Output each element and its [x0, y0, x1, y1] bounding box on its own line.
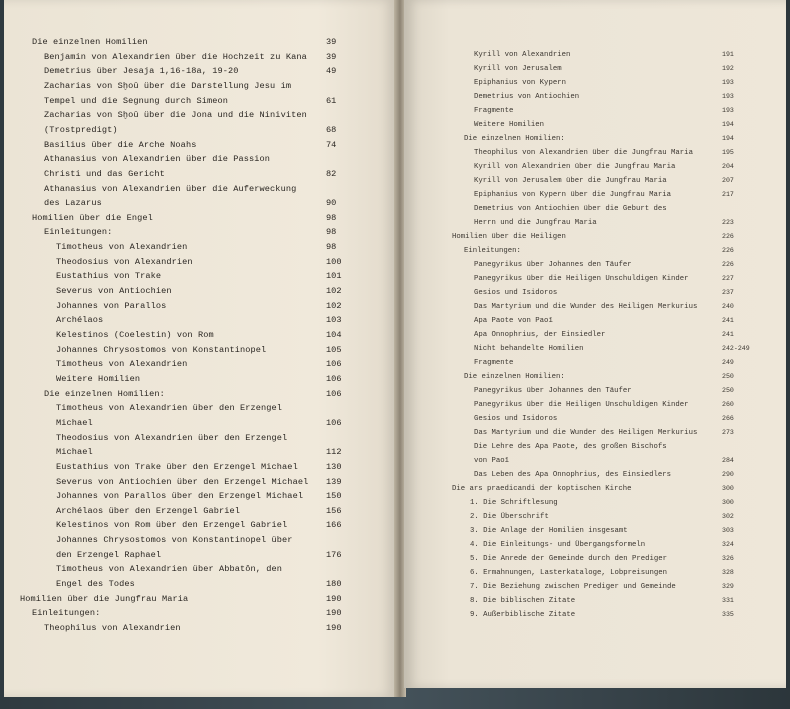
toc-entry-title: des Lazarus	[44, 198, 102, 209]
toc-entry-title: Demetrius von Antiochien	[474, 93, 580, 101]
toc-entry-title: Michael	[56, 417, 93, 428]
toc-entry-title: Michael	[56, 447, 93, 458]
toc-entry-title: Eustathius von Trake über den Erzengel Michael	[56, 461, 298, 472]
toc-entry-title: Christi und das Gericht	[44, 168, 165, 179]
toc-entry-title: Einleitungen:	[32, 608, 101, 619]
toc-entry-title: Fragmente	[474, 359, 514, 367]
toc-entry-title: Eustathius von Trake	[56, 271, 162, 282]
toc-entry-title: (Trostpredigt)	[44, 124, 118, 135]
toc-page-number: 193	[722, 79, 734, 86]
toc-entry-title: Weitere Homilien	[56, 373, 141, 384]
toc-entry-title: Athanasius von Alexandrien über die Passion	[44, 154, 271, 165]
toc-page-number: 300	[722, 485, 734, 492]
toc-entry-title: Das Martyrium und die Wunder des Heiligen Merkurius	[474, 429, 698, 437]
left-page	[4, 0, 396, 697]
toc-page-number: 98	[326, 227, 337, 238]
toc-page-number: 104	[326, 330, 342, 340]
toc-entry-title: Das Leben des Apa Onnophrius, des Einsiedlers	[474, 471, 672, 479]
toc-page-number: 237	[722, 289, 734, 296]
toc-entry-title: Einleitungen:	[464, 247, 521, 255]
toc-page-number: 82	[326, 168, 337, 179]
toc-entry-title: 1. Die Schriftlesung	[470, 499, 558, 507]
toc-entry-title: Weitere Homilien	[474, 121, 545, 129]
toc-page-number: 329	[722, 583, 734, 590]
toc-page-number: 106	[326, 388, 342, 399]
toc-page-number: 194	[722, 135, 734, 142]
toc-entry-title: Kyrill von Jerusalem	[474, 65, 562, 73]
toc-entry-title: Apa Paote von Paoī	[474, 317, 553, 325]
toc-entry-title: Panegyrikus über Johannes den Täufer	[474, 261, 632, 269]
toc-entry-title: Das Martyrium und die Wunder des Heiligen Merkurius	[474, 303, 698, 311]
toc-entry-title: Theodosius von Alexandrien über den Erzengel	[56, 432, 288, 443]
toc-page-number: 68	[326, 124, 337, 135]
toc-entry-title: Kyrill von Alexandrien über die Jungfrau Maria	[474, 163, 676, 171]
toc-entry-title: 6. Ermahnungen, Lasterkataloge, Lobpreisungen	[470, 569, 668, 577]
toc-entry-title: Kyrill von Alexandrien	[474, 51, 571, 59]
toc-page-number: 190	[326, 608, 342, 619]
toc-entry-title: Homilien über die Heiligen	[452, 233, 566, 241]
toc-page-number: 249	[722, 359, 734, 366]
toc-page-number: 326	[722, 555, 734, 562]
toc-page-number: 39	[326, 51, 337, 62]
toc-page-number: 193	[722, 107, 734, 114]
toc-page-number: 302	[722, 513, 734, 520]
toc-entry-title: Severus von Antiochien über den Erzengel Michael	[56, 476, 309, 487]
toc-page-number: 98	[326, 242, 337, 253]
toc-page-number: 226	[722, 261, 734, 268]
toc-page-number: 328	[722, 569, 734, 576]
toc-entry-title: Die einzelnen Homilien:	[464, 373, 565, 381]
toc-entry-title: Kelestinos von Rom über den Erzengel Gabriel	[56, 520, 288, 531]
toc-page-number: 166	[326, 520, 342, 531]
right-page	[404, 0, 786, 688]
toc-page-number: 204	[722, 163, 734, 170]
toc-entry-title: Panegyrikus über die Heiligen Unschuldigen Kinder	[474, 275, 689, 283]
toc-entry-title: Athanasius von Alexandrien über die Auferweckung	[44, 183, 297, 194]
toc-page-number: 192	[722, 65, 734, 72]
toc-entry-title: Die einzelnen Homilien:	[464, 135, 565, 143]
toc-page-number: 226	[722, 247, 734, 254]
toc-entry-title: Gesios und Isidoros	[474, 415, 558, 423]
toc-entry-title: Homilien über die Engel	[32, 212, 153, 223]
toc-page-number: 217	[722, 191, 734, 198]
toc-page-number: 195	[722, 149, 734, 156]
toc-entry-title: Timotheus von Alexandrien	[56, 242, 188, 253]
toc-entry-title: Demetrius von Antiochien über die Geburt des	[474, 205, 667, 213]
toc-entry-title: Die Lehre des Apa Paote, des großen Bischofs	[474, 443, 667, 451]
toc-entry-title: 8. Die biblischen Zitate	[470, 597, 576, 605]
toc-entry-title: Nicht behandelte Homilien	[474, 345, 584, 353]
toc-page-number: 241	[722, 317, 734, 324]
toc-entry-title: Fragmente	[474, 107, 514, 115]
toc-page-number: 103	[326, 315, 342, 326]
toc-page-number: 156	[326, 505, 342, 516]
toc-entry-title: Theophilus von Alexandrien über die Jungfrau Maria	[474, 149, 693, 157]
toc-entry-title: 3. Die Anlage der Homilien insgesamt	[470, 527, 628, 535]
toc-page-number: 250	[722, 373, 734, 380]
toc-page-number: 284	[722, 457, 734, 464]
toc-entry-title: Die ars praedicandi der koptischen Kirche	[452, 485, 632, 493]
toc-entry-title: Basilius über die Arche Noahs	[44, 139, 197, 150]
toc-page-number: 98	[326, 212, 337, 223]
toc-page-number: 139	[326, 476, 342, 487]
toc-entry-title: Die einzelnen Homilien	[32, 37, 148, 47]
toc-page-number: 194	[722, 121, 734, 128]
toc-entry-title: 7. Die Beziehung zwischen Prediger und Gemeinde	[470, 583, 676, 591]
toc-page-number: 102	[326, 286, 342, 297]
toc-entry-title: Johannes Chrysostomos von Konstantinopel über	[56, 535, 293, 546]
toc-page-number: 61	[326, 95, 337, 106]
toc-page-number: 130	[326, 461, 342, 472]
toc-entry-title: Einleitungen:	[44, 227, 113, 238]
toc-entry-title: 9. Außerbiblische Zitate	[470, 611, 576, 619]
toc-page-number: 112	[326, 447, 342, 458]
toc-page-number: 150	[326, 491, 342, 502]
toc-page-number: 176	[326, 549, 342, 560]
toc-entry-title: Severus von Antiochien	[56, 286, 172, 297]
toc-page-number: 106	[326, 359, 342, 370]
toc-page-number: 193	[722, 93, 734, 100]
toc-entry-title: Kyrill von Jerusalem über die Jungfrau Maria	[474, 177, 667, 185]
toc-page-number: 260	[722, 401, 734, 408]
toc-page-number: 90	[326, 198, 337, 209]
toc-entry-title: Kelestinos (Coelestin) von Rom	[56, 330, 214, 340]
toc-entry-title: Zacharias von Sḫoū über die Darstellung Jesu im	[44, 80, 292, 91]
toc-page-number: 226	[722, 233, 734, 240]
toc-page-number: 105	[326, 344, 342, 355]
toc-entry-title: Benjamin von Alexandrien über die Hochzeit zu Kana	[44, 51, 307, 62]
toc-page-number: 331	[722, 597, 734, 604]
toc-entry-title: Timotheus von Alexandrien über den Erzengel	[56, 403, 283, 414]
toc-entry-title: Tempel und die Segnung durch Simeon	[44, 95, 228, 106]
toc-page-number: 223	[722, 219, 734, 226]
toc-entry-title: Archélaos	[56, 315, 104, 326]
toc-entry-title: Epiphanius von Kypern über die Jungfrau Maria	[474, 191, 672, 199]
toc-entry-title: von Paoī	[474, 457, 510, 465]
toc-entry-title: Theodosius von Alexandrien	[56, 256, 193, 267]
toc-page-number: 300	[722, 499, 734, 506]
toc-page-number: 191	[722, 51, 734, 58]
toc-entry-title: Johannes Chrysostomos von Konstantinopel	[56, 344, 267, 355]
toc-entry-title: Johannes von Parallos	[56, 300, 167, 311]
toc-page-number: 190	[326, 593, 342, 604]
toc-page-number: 324	[722, 541, 734, 548]
toc-entry-title: Johannes von Parallos über den Erzengel Michael	[56, 491, 304, 502]
toc-page-number: 180	[326, 579, 342, 590]
toc-entry-title: Herrn und die Jungfrau Maria	[474, 219, 597, 227]
toc-page-number: 242-249	[722, 345, 750, 352]
toc-entry-title: Archélaos über den Erzengel Gabriel	[56, 505, 240, 516]
toc-entry-title: 2. Die Überschrift	[470, 513, 549, 521]
toc-entry-title: 5. Die Anrede der Gemeinde durch den Prediger	[470, 555, 668, 563]
toc-entry-title: Die einzelnen Homilien:	[44, 388, 165, 399]
toc-page-number: 106	[326, 417, 342, 428]
toc-page-number: 290	[722, 471, 734, 478]
toc-entry-title: Panegyrikus über die Heiligen Unschuldigen Kinder	[474, 401, 689, 409]
toc-entry-title: den Erzengel Raphael	[56, 549, 162, 560]
toc-entry-title: 4. Die Einleitungs- und Übergangsformeln	[470, 541, 646, 549]
toc-page-number: 273	[722, 429, 734, 436]
toc-page-number: 106	[326, 373, 342, 384]
toc-entry-title: Panegyrikus über Johannes den Täufer	[474, 387, 632, 395]
toc-page-number: 100	[326, 256, 342, 267]
toc-page-number: 39	[326, 37, 337, 47]
toc-page-number: 207	[722, 177, 734, 184]
toc-page-number: 74	[326, 139, 337, 150]
toc-page-number: 266	[722, 415, 734, 422]
toc-entry-title: Zacharias von Sḫoū über die Jona und die Niniviten	[44, 110, 307, 121]
toc-page-number: 250	[722, 387, 734, 394]
toc-entry-title: Theophilus von Alexandrien	[44, 623, 181, 633]
toc-entry-title: Apa Onnophrius, der Einsiedler	[474, 331, 606, 339]
toc-entry-title: Homilien über die Jungfrau Maria	[20, 593, 189, 604]
toc-page-number: 49	[326, 66, 337, 77]
toc-entry-title: Engel des Todes	[56, 579, 135, 590]
toc-entry-title: Gesios und Isidoros	[474, 289, 558, 297]
toc-entry-title: Timotheus von Alexandrien über Abbatôn, den	[56, 564, 283, 575]
toc-entry-title: Epiphanius von Kypern	[474, 79, 566, 87]
toc-page-number: 101	[326, 271, 342, 282]
toc-page-number: 335	[722, 611, 734, 618]
toc-page-number: 190	[326, 623, 342, 633]
toc-page-number: 227	[722, 275, 734, 282]
toc-page-number: 241	[722, 331, 734, 338]
toc-entry-title: Timotheus von Alexandrien	[56, 359, 188, 370]
toc-page-number: 102	[326, 300, 342, 311]
toc-page-number: 240	[722, 303, 734, 310]
toc-page-number: 303	[722, 527, 734, 534]
toc-entry-title: Demetrius über Jesaja 1,16-18a, 19-20	[44, 66, 239, 77]
